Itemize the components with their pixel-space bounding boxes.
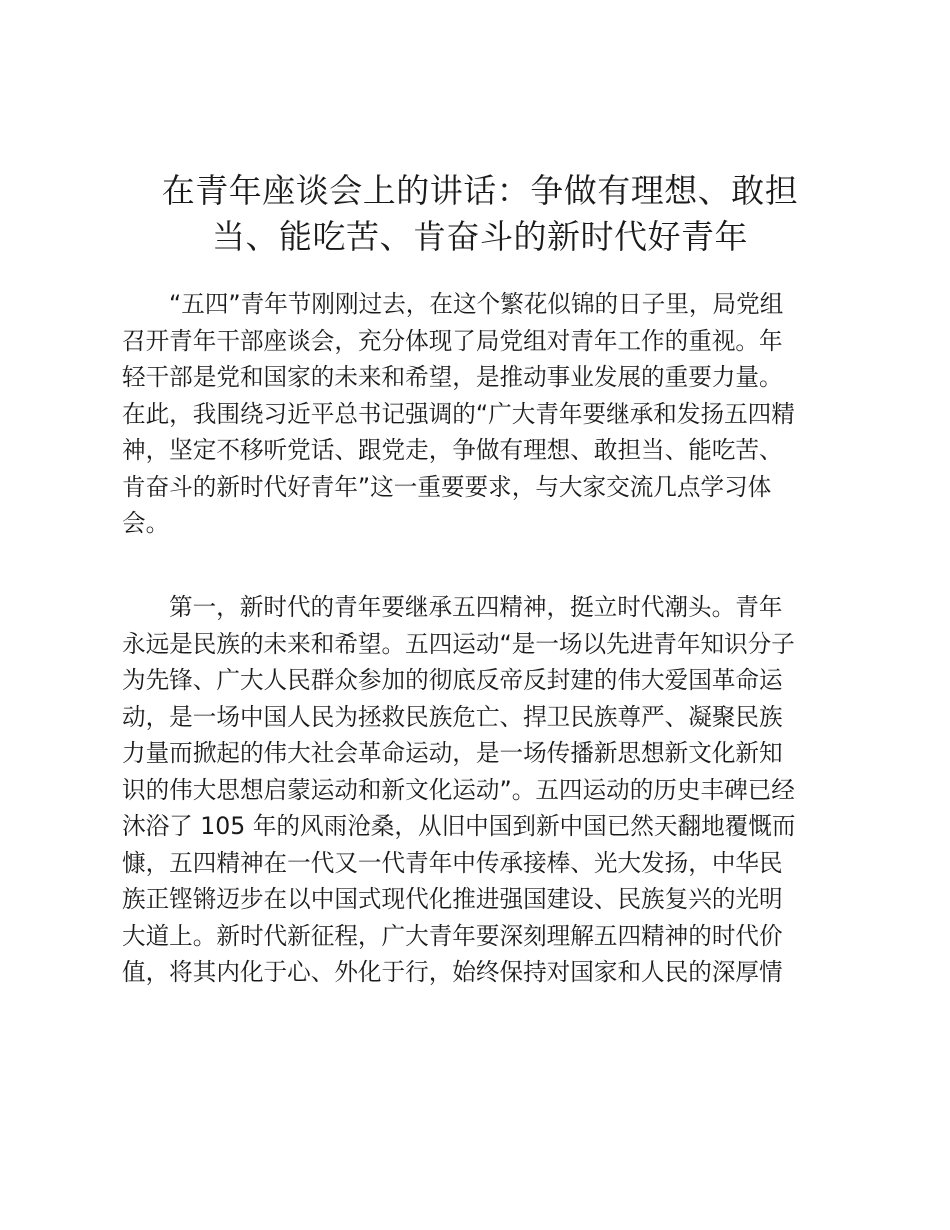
paragraph-line: 神，坚定不移听党话、跟党走，争做有理想、敢担当、能吃苦、 xyxy=(122,436,783,464)
paragraph-line: 值，将其内化于心、外化于行，始终保持对国家和人民的深厚情 xyxy=(122,958,783,986)
title-line: 在青年座谈会上的讲话：争做有理想、敢担 xyxy=(161,171,799,210)
paragraph-line: 慷，五四精神在一代又一代青年中传承接棒、光大发扬，中华民 xyxy=(122,848,783,877)
paragraph-line: 动，是一场中国人民为拯救民族危亡、捍卫民族尊严、凝聚民族 xyxy=(122,702,783,731)
paragraph-line: 沐浴了 105 年的风雨沧桑，从旧中国到新中国已然天翻地覆慨而 xyxy=(122,812,796,840)
paragraph-line: 识的伟大思想启蒙运动和新文化运动”。五四运动的历史丰碑已经 xyxy=(122,775,795,804)
paragraph-line: 力量而掀起的伟大社会革命运动，是一场传播新思想新文化新知 xyxy=(122,739,783,767)
paragraph-line: 大道上。新时代新征程，广大青年要深刻理解五四精神的时代价 xyxy=(122,921,783,950)
paragraph-line: 第一，新时代的青年要继承五四精神，挺立时代潮头。青年 xyxy=(169,593,783,621)
title-line: 当、能吃苦、肯奋斗的新时代好青年 xyxy=(212,217,748,256)
document-title xyxy=(120,168,840,260)
paragraph-line: “五四”青年节刚刚过去，在这个繁花似锦的日子里，局党组 xyxy=(169,290,784,318)
paragraph-line: 为先锋、广大人民群众参加的彻底反帝反封建的伟大爱国革命运 xyxy=(122,666,783,694)
paragraph-line: 族正铿锵迈步在以中国式现代化推进强国建设、民族复兴的光明 xyxy=(122,885,783,913)
paragraph-line: 永远是民族的未来和希望。五四运动“是一场以先进青年知识分子 xyxy=(122,629,795,658)
paragraph-intro xyxy=(122,286,834,542)
paragraph-line: 召开青年干部座谈会，充分体现了局党组对青年工作的重视。年 xyxy=(122,326,783,355)
paragraph-line: 在此，我围绕习近平总书记强调的“广大青年要继承和发扬五四精 xyxy=(122,399,795,428)
paragraph-line: 肯奋斗的新时代好青年”这一重要要求，与大家交流几点学习体 xyxy=(122,472,772,501)
paragraph-first-point xyxy=(122,589,834,991)
paragraph-line: 会。 xyxy=(122,509,170,537)
paragraph-line: 轻干部是党和国家的未来和希望，是推动事业发展的重要力量。 xyxy=(122,363,783,391)
